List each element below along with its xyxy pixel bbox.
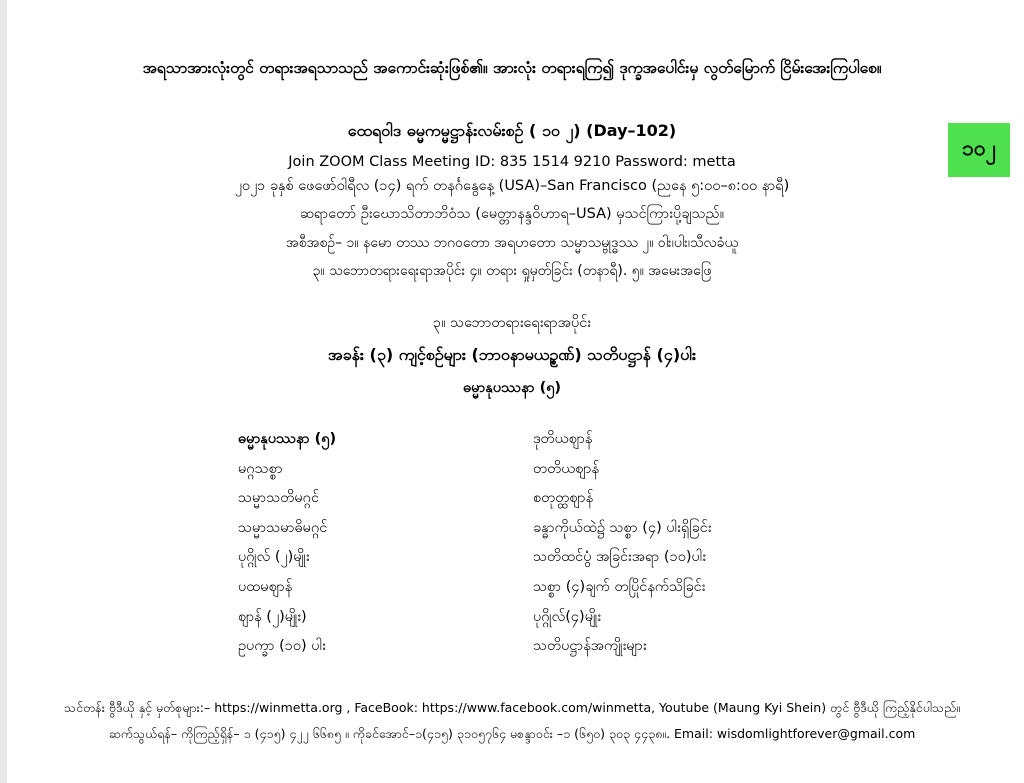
list-item: ဥပက္ခာ (၁၀) ပါး xyxy=(238,638,326,655)
agenda-line-1: အစီအစဉ်– ၁။ နမော တဿ ဘဂဝတော အရဟတော သမ္မာသမ္ဗုဒ္ဓဿ ၂။ ဝါး၊ပါး၊သီလခံယူ xyxy=(285,235,739,251)
list-item: ပုဂ္ဂိုလ်(၄)မျိုး xyxy=(533,608,602,625)
teacher-line: ဆရာတော် ဦးဃောသိတာဘိဝံသ (မေတ္တာနန္ဒဝိဟာရ–USA) မှသင်ကြားပို့ချသည်။ xyxy=(299,206,725,222)
headline-blessing: အရသာအားလုံးတွင် တရားအရသာသည် အကောင်းဆုံးဖြစ်၏။ အားလုံး တရားရကြ၍ ဒုက္ခအပေါင်းမှ လွတ်မြောက် ငြိမ်းအေးကြပါစေ။ xyxy=(142,59,882,77)
subsection-heading: ဓမ္မာနုပဿနာ (၅) xyxy=(462,380,562,396)
footer-links[interactable]: သင်တန်း ဗွီဒီယို နှင့် မှတ်စုများ:– https://winmetta.org , FaceBook: https://www.facebook.com/winmetta, Youtube (Maung Kyi Shein) တွင် ဗွီဒီယို ကြည့်နိုင်ပါသည်။ xyxy=(64,700,960,715)
list-item: မဂ္ဂသစ္စာ xyxy=(238,460,283,477)
list-item: သမ္မာသတိမဂ္ဂင် xyxy=(238,490,320,507)
list-item: ပုဂ္ဂိုလ် (၂)မျိုး xyxy=(238,549,310,566)
contents-columns xyxy=(0,425,1024,662)
list-item: သတိထင်ပွံ အခြင်းအရာ (၁၀)ပါး xyxy=(533,549,706,566)
list-item: စတုတ္ထဈာန် xyxy=(533,490,594,507)
list-item: ပထမဈာန် xyxy=(238,578,293,595)
footer-contacts[interactable]: ဆက်သွယ်ရန်– ကိုကြည့်ရှိန်– ၁ (၄၁၅) ၄၂၂ ၆၆၈၅ ။ ကိုခင်အောင်–၁(၄၁၅) ၃၁၀၅၇၆၄ မစန္ဒာဝင်း –၁ (၆၅၀) ၃၀၃ ၄၄၃၈။. Email: wisdomlightforever@gmail.com xyxy=(108,726,916,741)
class-date-line: ၂၀၂၁ ခုနှစ် ဖေဖော်ဝါရီလ (၁၄) ရက် တနင်္ဂနွေနေ့ (USA)–San Francisco (ညနေ ၅:၀၀–၈:၀၀ နာရီ) xyxy=(234,178,790,194)
list-item: ဓမ္မာနုပဿနာ (၅) xyxy=(238,431,337,447)
zoom-meeting-info[interactable]: Join ZOOM Class Meeting ID: 835 1514 9210 Password: metta xyxy=(288,154,736,170)
title-block xyxy=(0,120,1024,289)
chapter-heading: အခန်း (၃) ကျင့်စဉ်များ (ဘာဝနာမယဉ္စဏ်) သတိပဋ္ဌာန် (၄)ပါး xyxy=(327,345,697,364)
contents-column-right xyxy=(533,425,953,662)
topic-heading: ၃။ သဘောတရားရေးရာအပိုင်း xyxy=(433,315,591,331)
list-item: သစ္စာ (၄)ချက် တပြိုင်နက်သိခြင်း xyxy=(533,578,706,595)
page-title: ထေရဝါဒ ဓမ္မကမ္မဋ္ဌာန်းလမ်းစဉ် ( ၁၀ ၂) (Day–102) xyxy=(347,121,677,140)
contents-column-left xyxy=(238,425,528,662)
list-item: ဒုတိယဈာန် xyxy=(533,431,593,447)
list-item: ဈာန် (၂)မျိုး) xyxy=(238,608,307,625)
day-number-badge: ၁၀၂ xyxy=(948,123,1010,177)
list-item: တတိယဈာန် xyxy=(533,460,599,477)
agenda-line-2: ၃။ သဘောတရားရေးရာအပိုင်း ၄။ တရား ရှုမှတ်ခြင်း (တနာရီ). ၅။ အမေးအဖြေ xyxy=(312,263,712,279)
list-item: ခန္ဓာကိုယ်ထဲ၌ သစ္စာ (၄) ပါးရှိခြင်း xyxy=(533,519,712,536)
list-item: သမ္မာသမာဓိမဂ္ဂင် xyxy=(238,519,328,536)
list-item: သတိပဋ္ဌာန်အကျိုးများ xyxy=(533,638,647,655)
